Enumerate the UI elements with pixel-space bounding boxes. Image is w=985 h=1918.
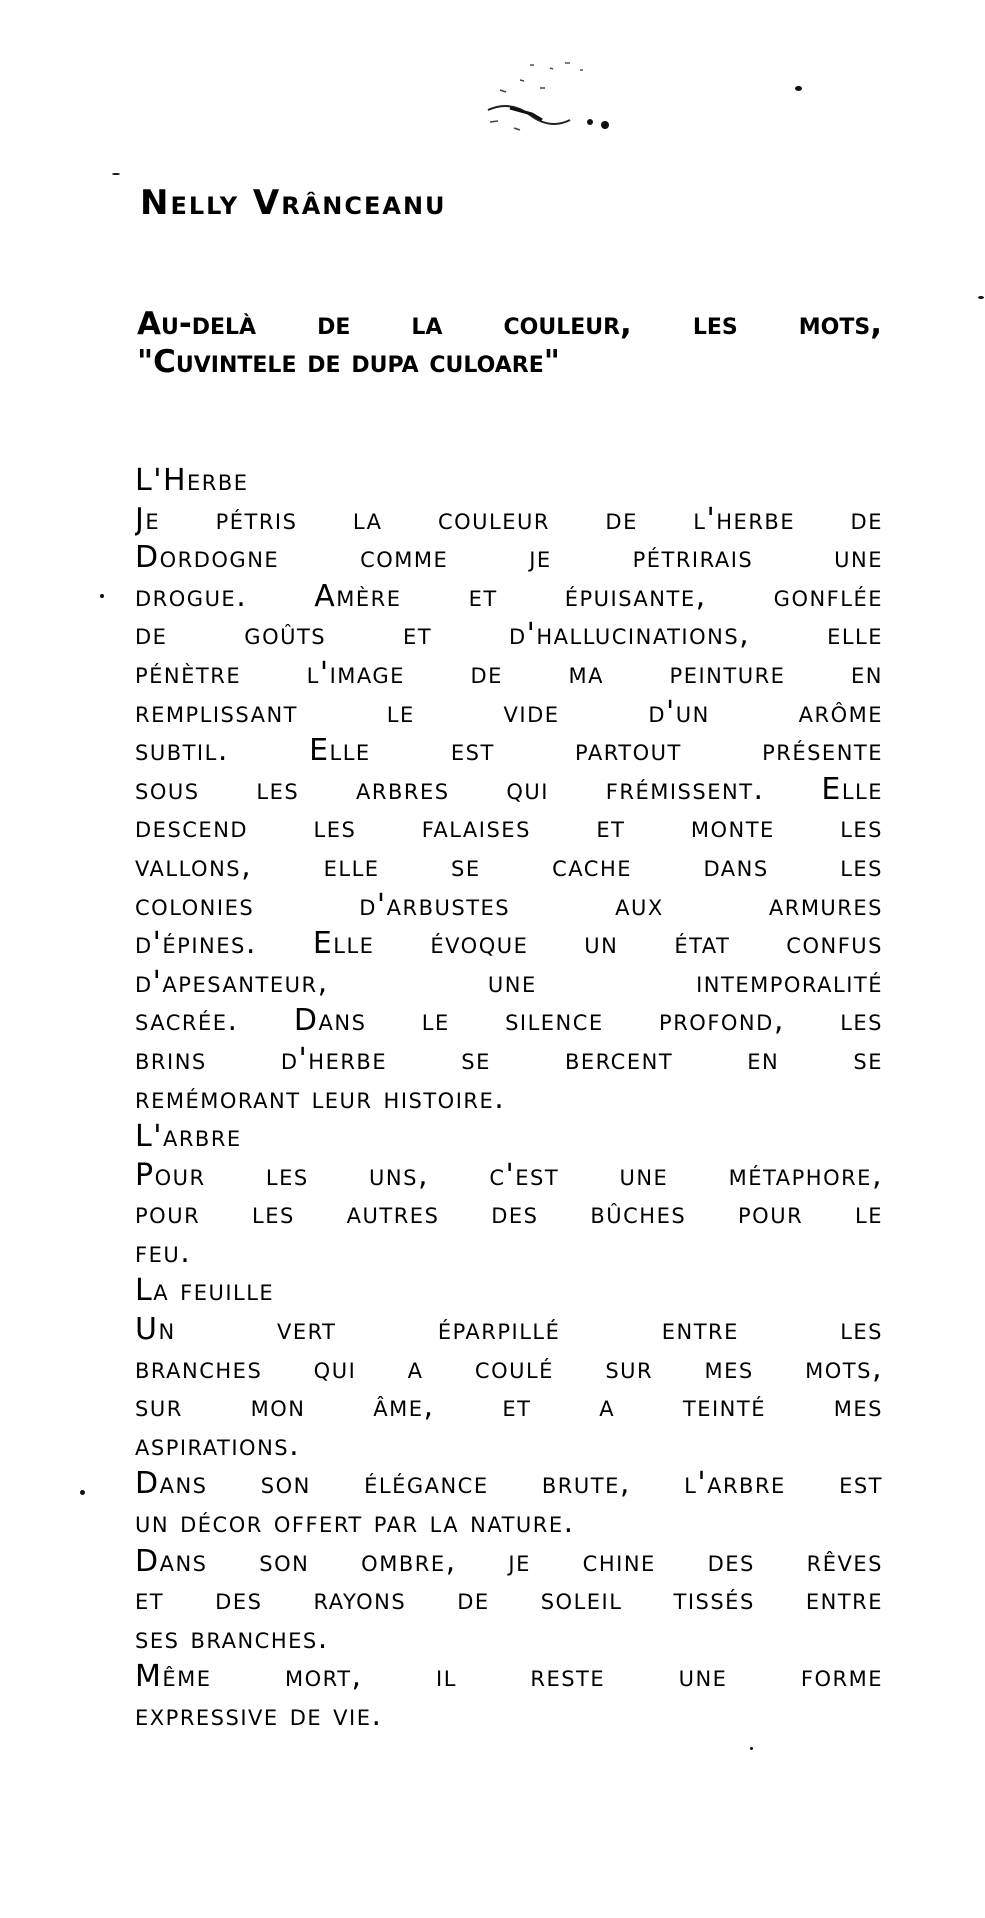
body-text-line: La feuille (135, 1273, 275, 1309)
subtitle-line: Au-delà de la couleur, les mots, (137, 306, 882, 342)
body-text-line: vallons, elle se cache dans les (135, 848, 883, 884)
document-subtitle (137, 305, 882, 381)
body-text-line: et des rayons de soleil tissés entre (135, 1582, 883, 1618)
body-text-line: aspirations. (135, 1427, 301, 1463)
body-text-line: un décor offert par la nature. (135, 1505, 575, 1541)
scan-speck (112, 173, 120, 175)
body-text-line: subtil. Elle est partout présente (135, 733, 883, 769)
body-text-line: colonies d'arbustes aux armures (135, 887, 883, 923)
body-text-line: pénètre l'image de ma peinture en (135, 655, 883, 691)
scan-speck (795, 86, 802, 91)
body-text-line: sur mon âme, et a teinté mes (135, 1389, 883, 1425)
body-text-line: Dans son ombre, je chine des rêves (135, 1543, 883, 1579)
body-text-line: brins d'herbe se bercent en se (135, 1041, 883, 1077)
body-text-line: sous les arbres qui frémissent. Elle (135, 771, 883, 807)
body-text-line: d'apesanteur, une intemporalité (135, 964, 883, 1000)
body-text-line: d'épines. Elle évoque un état confus (135, 926, 883, 962)
scan-speck (80, 1490, 85, 1495)
body-text-line: ses branches. (135, 1620, 329, 1656)
subtitle-line: "Cuvintele de dupa culoare" (137, 344, 560, 380)
body-text-line: L'arbre (135, 1119, 242, 1155)
body-text-line: L'Herbe (135, 463, 249, 498)
body-text-line: descend les falaises et monte les (135, 810, 883, 846)
body-text-line: branches qui a coulé sur mes mots, (135, 1350, 883, 1386)
body-text-line: sacrée. Dans le silence profond, les (135, 1003, 883, 1039)
body-text-line: Dordogne comme je pétrirais une (135, 540, 883, 576)
body-text-line: Pour les uns, c'est une métaphore, (135, 1157, 883, 1193)
body-text-line: Je pétris la couleur de l'herbe de (135, 501, 883, 537)
body-text-line: de goûts et d'hallucinations, elle (135, 617, 883, 653)
scan-speck (750, 1747, 753, 1750)
body-text-line: drogue. Amère et épuisante, gonflée (135, 578, 883, 614)
document-body (135, 462, 883, 1736)
body-text-line: Dans son élégance brute, l'arbre est (135, 1466, 883, 1502)
scan-scribble-mark (470, 60, 650, 160)
body-text-line: remplissant le vide d'un arôme (135, 694, 883, 730)
body-text-line: pour les autres des bûches pour le (135, 1196, 883, 1232)
body-text-line: feu. (135, 1234, 192, 1270)
body-text-line: Un vert éparpillé entre les (135, 1312, 883, 1348)
author-name: Nelly Vrânceanu (140, 183, 447, 223)
scan-speck (100, 594, 104, 598)
body-text-line: Même mort, il reste une forme (135, 1659, 883, 1695)
body-text-line: expressive de vie. (135, 1698, 383, 1733)
scan-speck (978, 296, 984, 299)
body-text-line: remémorant leur histoire. (135, 1080, 506, 1116)
